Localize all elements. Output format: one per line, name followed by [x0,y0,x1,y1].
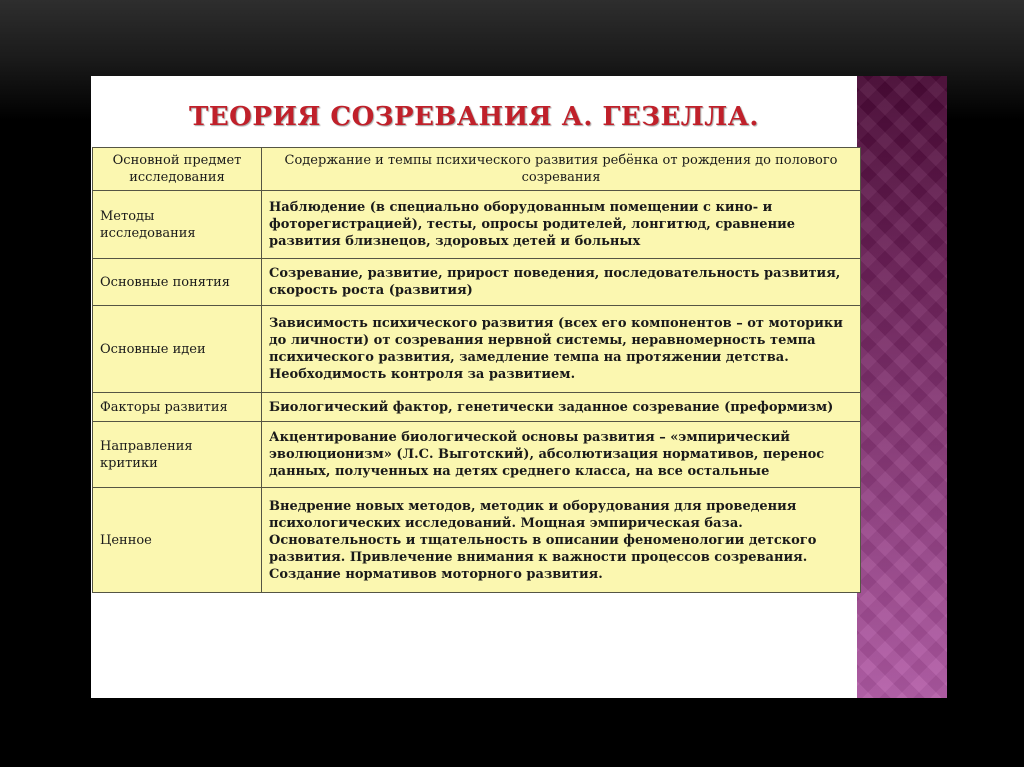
slide [91,76,947,698]
row-label: Ценное [93,488,262,593]
row-label: Основные понятия [93,259,262,306]
row-label: Направления критики [93,422,262,488]
theory-table [92,147,861,593]
row-content: Созревание, развитие, прирост поведения, последовательность развития, скорость роста (развития) [262,259,861,306]
table-row-criticism [93,422,861,488]
row-label: Методы исследования [93,191,262,259]
header-label-cell: Основной предмет исследования [93,148,262,191]
row-content: Акцентирование биологической основы развития – «эмпирический эволюционизм» (Л.С. Выготский), абсолютизация нормативов, перенос данных, полученных на детях среднего класса, на все остальные [262,422,861,488]
table-row-methods [93,191,861,259]
table-header-row [93,148,861,191]
row-content: Наблюдение (в специально оборудованным помещении с кино- и фоторегистрацией), тесты, опросы родителей, лонгитюд, сравнение развития близнецов, здоровых детей и больных [262,191,861,259]
table-row-concepts [93,259,861,306]
row-content: Внедрение новых методов, методик и оборудования для проведения психологических исследований. Мощная эмпирическая база. Основательность и тщательность в описании феноменологии детского развития. Привлечение внимания к важности процессов созревания. Создание нормативов моторного развития. [262,488,861,593]
row-label: Факторы развития [93,393,262,422]
table-row-valuable [93,488,861,593]
decorative-side-panel [857,76,947,698]
row-content: Зависимость психического развития (всех его компонентов – от моторики до личности) от созревания нервной системы, неравномерность темпа психического развития, замедление темпа на протяжении детства. Необходимость контроля за развитием. [262,306,861,393]
table-row-factors [93,393,861,422]
header-content-cell: Содержание и темпы психического развития ребёнка от рождения до полового созревания [262,148,861,191]
row-label: Основные идеи [93,306,262,393]
slide-title: ТЕОРИЯ СОЗРЕВАНИЯ А. ГЕЗЕЛЛА. [189,102,759,132]
table-row-ideas [93,306,861,393]
row-content: Биологический фактор, генетически заданное созревание (преформизм) [262,393,861,422]
